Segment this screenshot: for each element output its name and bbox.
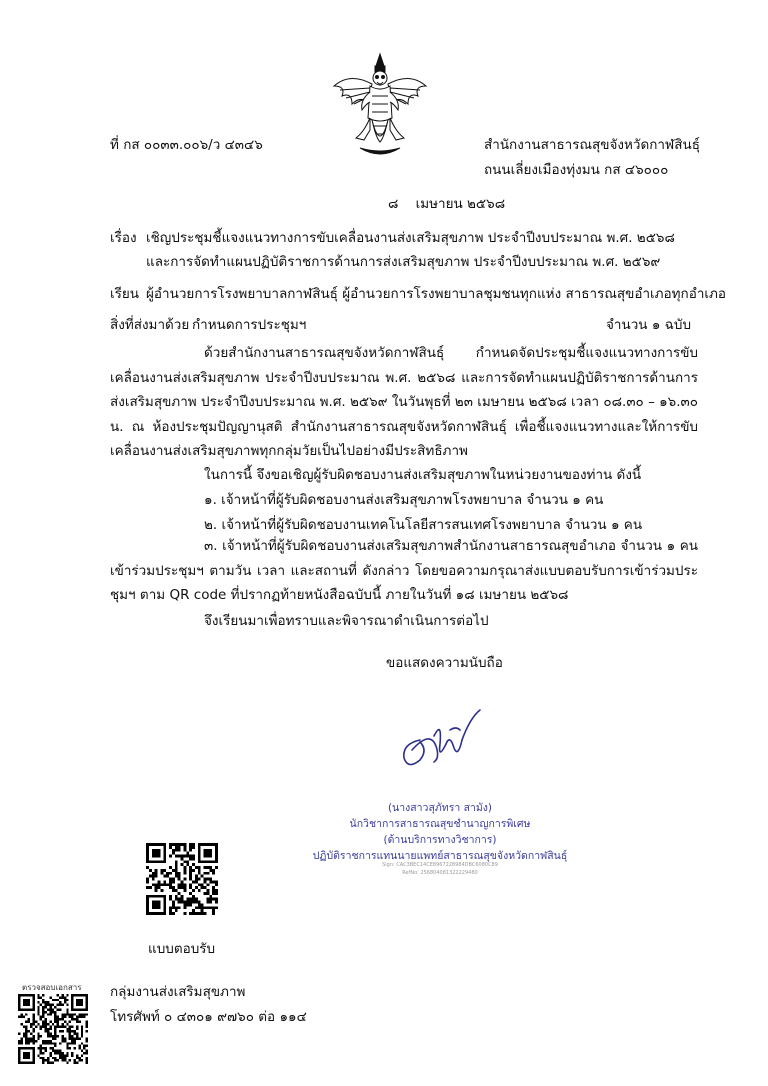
verify-qr-code[interactable] bbox=[18, 994, 88, 1064]
closing-paragraph: จึงเรียนมาเพื่อทราบและพิจารณาดำเนินการต่อไป bbox=[204, 613, 489, 629]
response-form-label: แบบตอบรับ bbox=[148, 941, 216, 957]
recipient-label: เรียน bbox=[110, 286, 140, 302]
subject-line-1: เชิญประชุมชี้แจงแนวทางการขับเคลื่อนงานส่งเสริมสุขภาพ ประจำปีงบประมาณ พ.ศ. ๒๕๖๘ bbox=[146, 230, 675, 246]
garuda-emblem bbox=[330, 52, 430, 162]
signer-title-2: (ด้านบริการทางวิชาการ) bbox=[383, 834, 497, 846]
signer-title-1: นักวิชาการสาธารณสุขชำนาญการพิเศษ bbox=[349, 818, 531, 830]
recipient-text: ผู้อำนวยการโรงพยาบาลกาฬสินธุ์ ผู้อำนวยการโรงพยาบาลชุมชนทุกแห่ง สาธารณสุขอำเภอทุกอำเภอ bbox=[146, 286, 727, 302]
attendee-item-1: ๑. เจ้าหน้าที่ผู้รับผิดชอบงานส่งเสริมสุขภาพโรงพยาบาล จำนวน ๑ คน bbox=[204, 492, 604, 508]
footer-phone: โทรศัพท์ ๐ ๔๓๐๑ ๙๗๖๐ ต่อ ๑๑๔ bbox=[110, 1009, 307, 1025]
signature-code: Sign: CAC3BEC14CE8967228984DBC6080C89 bbox=[382, 862, 498, 868]
paragraph-text: ๓. เจ้าหน้าที่ผู้รับผิดชอบงานส่งเสริมสุขภาพสำนักงานสาธารณสุขอำเภอ จำนวน ๑ คน เข้าร่วมประชุมฯ ตามวัน เวลา และสถานที่ ดังกล่าว โดยขอความกรุณาส่งแบบตอบรับการเข้าร่วมประชุมฯ ตาม QR code ที่ปรากฏท้ายหนังสือฉบับนี้ ภายในวันที่ ๑๘ เมษายน ๒๕๖๘ bbox=[110, 538, 698, 603]
signer-title-3: ปฏิบัติราชการแทนนายแพทย์สาธารณสุขจังหวัดกาฬสินธุ์ bbox=[312, 850, 568, 862]
body-paragraph-2-intro: ในการนี้ จึงขอเชิญผู้รับผิดชอบงานส่งเสริมสุขภาพในหน่วยงานของท่าน ดังนี้ bbox=[204, 467, 642, 483]
enclosure-label: สิ่งที่ส่งมาด้วย bbox=[110, 317, 190, 333]
document-date: ๘ เมษายน ๒๕๖๘ bbox=[388, 196, 506, 212]
agency-address: ถนนเลี่ยงเมืองทุ่งมน กส ๔๖๐๐๐ bbox=[484, 162, 669, 178]
signer-name: (นางสาวสุภัทรา สามัง) bbox=[387, 802, 493, 814]
subject-label: เรื่อง bbox=[110, 230, 137, 246]
enclosure-count: จำนวน ๑ ฉบับ bbox=[606, 317, 692, 333]
subject-line-2: และการจัดทำแผนปฏิบัติราชการด้านการส่งเสริมสุขภาพ ประจำปีงบประมาณ พ.ศ. ๒๕๖๙ bbox=[146, 254, 661, 270]
handwritten-signature bbox=[390, 700, 500, 780]
document-number: ที่ กส ๐๐๓๓.๐๐๖/ว ๔๓๔๖ bbox=[110, 137, 263, 153]
attendee-item-3 bbox=[110, 534, 698, 608]
verify-document-label: ตรวจสอบเอกสาร bbox=[22, 983, 82, 992]
agency-name: สำนักงานสาธารณสุขจังหวัดกาฬสินธุ์ bbox=[484, 137, 700, 153]
enclosure-item: กำหนดการประชุมฯ bbox=[192, 317, 307, 333]
paragraph-text: ด้วยสำนักงานสาธารณสุขจังหวัดกาฬสินธุ์ กำหนดจัดประชุมชี้แจงแนวทางการขับเคลื่อนงานส่งเสริมสุขภาพ ประจำปีงบประมาณ พ.ศ. ๒๕๖๘ และการจัดทำแผนปฏิบัติราชการด้านการส่งเสริมสุขภาพ ประจำปีงบประมาณ พ.ศ. ๒๕๖๙ ในวันพุธที่ ๒๓ เมษายน ๒๕๖๘ เวลา ๐๘.๓๐ – ๑๖.๓๐ น. ณ ห้องประชุมปัญญานุสติ สำนักงานสาธารณสุขจังหวัดกาฬสินธุ์ เพื่อชี้แจงแนวทางและให้การขับเคลื่อนงานส่งเสริมสุขภาพทุกกลุ่มวัยเป็นไปอย่างมีประสิทธิภาพ bbox=[110, 345, 699, 459]
attendee-item-2: ๒. เจ้าหน้าที่ผู้รับผิดชอบงานเทคโนโลยีสารสนเทศโรงพยาบาล จำนวน ๑ คน bbox=[204, 517, 643, 533]
footer-department: กลุ่มงานส่งเสริมสุขภาพ bbox=[110, 984, 246, 1000]
closing-salutation: ขอแสดงความนับถือ bbox=[386, 655, 503, 671]
signature-ref-number: RefNo: 256804081322229480 bbox=[402, 870, 478, 876]
body-paragraph-1 bbox=[110, 341, 698, 464]
response-qr-code[interactable] bbox=[146, 843, 218, 915]
